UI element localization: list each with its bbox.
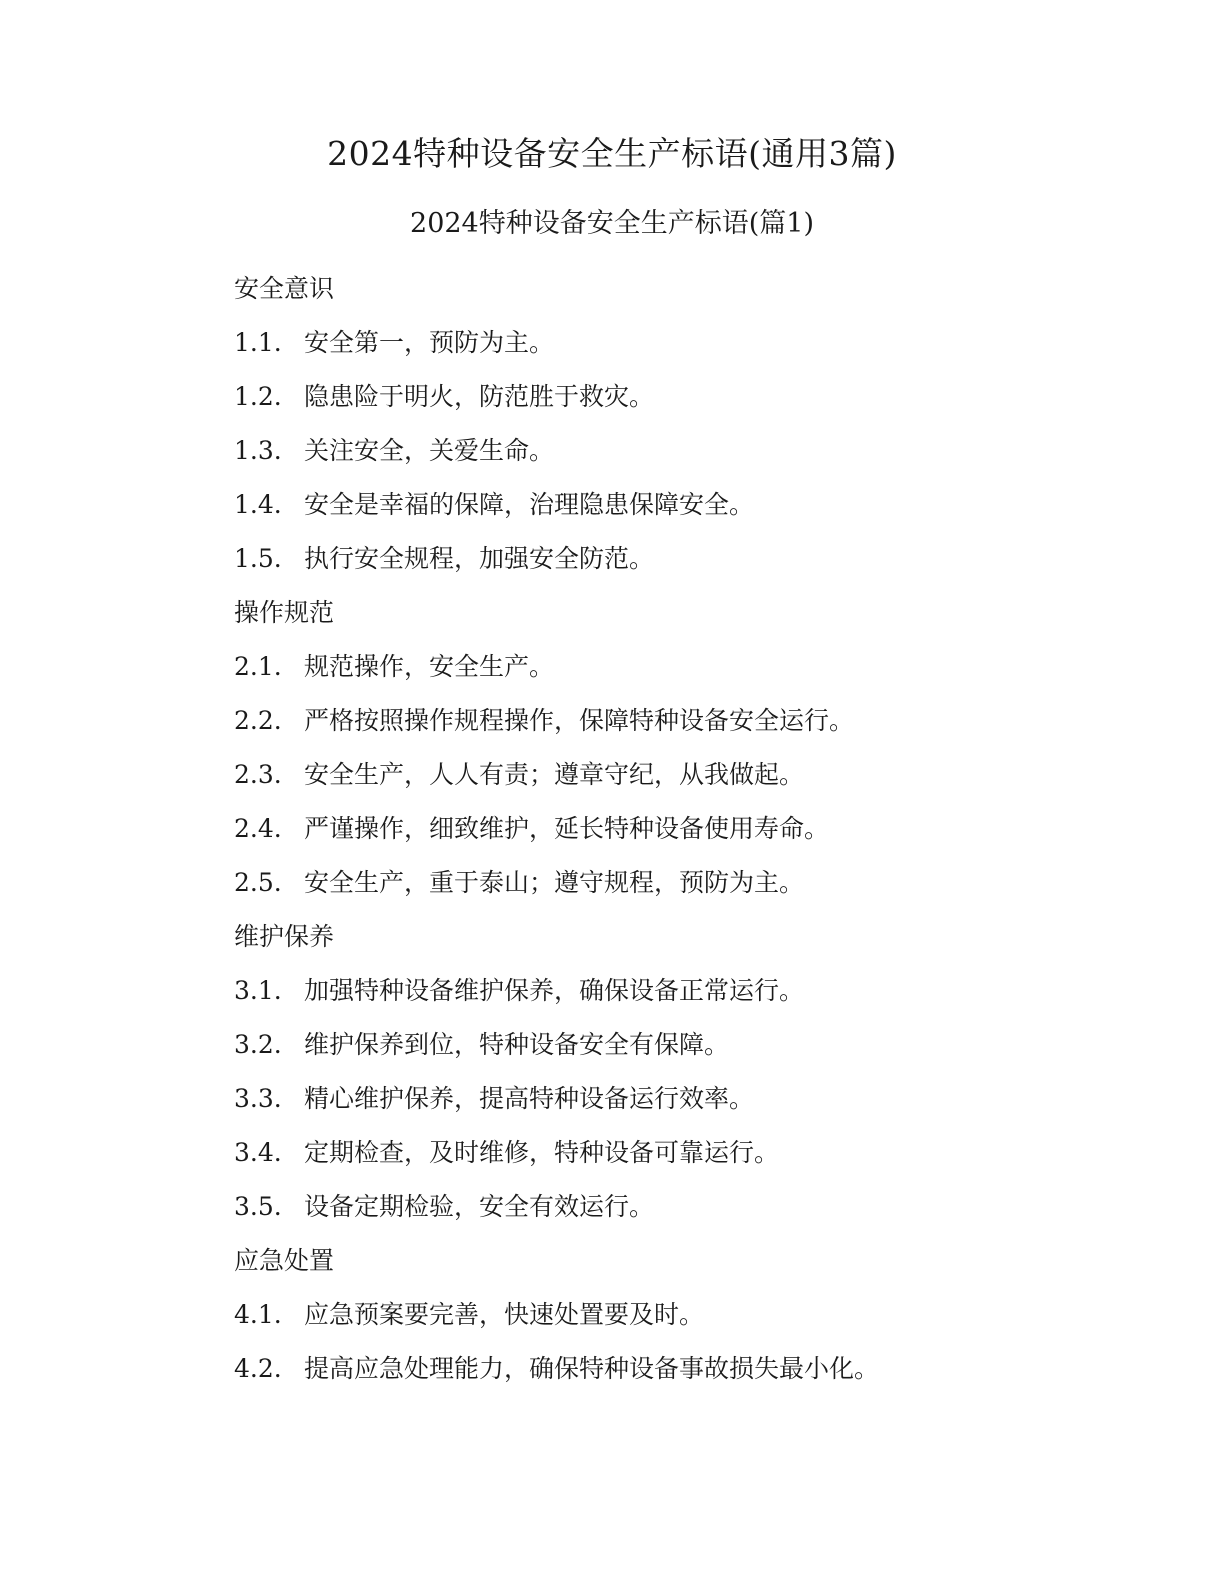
item-text: 应急预案要完善，快速处置要及时。 [304, 1300, 705, 1329]
item-number: 4.2. [234, 1354, 282, 1383]
list-item [234, 640, 1134, 694]
item-text: 安全生产，人人有责；遵章守纪，从我做起。 [304, 760, 805, 789]
item-number: 1.3. [234, 436, 282, 465]
document-title: 2024特种设备安全生产标语(通用3篇) [327, 134, 897, 173]
item-text: 加强特种设备维护保养，确保设备正常运行。 [304, 976, 805, 1005]
item-text: 定期检查，及时维修，特种设备可靠运行。 [304, 1138, 780, 1167]
list-item [234, 370, 1134, 424]
document-subtitle: 2024特种设备安全生产标语(篇1) [410, 208, 814, 239]
item-text: 安全第一，预防为主。 [304, 328, 555, 357]
section-heading: 操作规范 [234, 598, 335, 627]
item-number: 1.2. [234, 382, 282, 411]
section-heading: 安全意识 [234, 274, 335, 303]
item-number: 1.4. [234, 490, 282, 519]
list-item [234, 1018, 1134, 1072]
item-text: 严格按照操作规程操作，保障特种设备安全运行。 [304, 706, 855, 735]
item-number: 3.3. [234, 1084, 282, 1113]
list-item [234, 748, 1134, 802]
list-item [234, 1180, 1134, 1234]
list-item [234, 316, 1134, 370]
list-item [234, 694, 1134, 748]
list-item [234, 1072, 1134, 1126]
item-text: 隐患险于明火，防范胜于救灾。 [304, 382, 655, 411]
section-heading: 维护保养 [234, 922, 335, 951]
item-text: 执行安全规程，加强安全防范。 [304, 544, 655, 573]
section-heading: 应急处置 [234, 1246, 335, 1275]
item-text: 维护保养到位，特种设备安全有保障。 [304, 1030, 730, 1059]
item-text: 关注安全，关爱生命。 [304, 436, 555, 465]
list-item [234, 532, 1134, 586]
item-text: 提高应急处理能力，确保特种设备事故损失最小化。 [304, 1354, 880, 1383]
item-number: 3.1. [234, 976, 282, 1005]
list-item [234, 1342, 1134, 1396]
list-item [234, 802, 1134, 856]
document-body [234, 262, 1134, 1396]
item-number: 3.2. [234, 1030, 282, 1059]
list-item [234, 1126, 1134, 1180]
item-text: 安全是幸福的保障，治理隐患保障安全。 [304, 490, 755, 519]
item-number: 2.4. [234, 814, 282, 843]
item-number: 3.4. [234, 1138, 282, 1167]
item-number: 3.5. [234, 1192, 282, 1221]
item-text: 规范操作，安全生产。 [304, 652, 555, 681]
list-item [234, 856, 1134, 910]
item-number: 2.2. [234, 706, 282, 735]
item-text: 安全生产，重于泰山；遵守规程，预防为主。 [304, 868, 805, 897]
list-item [234, 424, 1134, 478]
item-number: 2.3. [234, 760, 282, 789]
list-item [234, 478, 1134, 532]
item-number: 4.1. [234, 1300, 282, 1329]
list-item [234, 1288, 1134, 1342]
item-text: 设备定期检验，安全有效运行。 [304, 1192, 655, 1221]
item-number: 2.1. [234, 652, 282, 681]
item-number: 1.1. [234, 328, 282, 357]
item-text: 严谨操作，细致维护，延长特种设备使用寿命。 [304, 814, 830, 843]
item-text: 精心维护保养，提高特种设备运行效率。 [304, 1084, 755, 1113]
item-number: 2.5. [234, 868, 282, 897]
item-number: 1.5. [234, 544, 282, 573]
list-item [234, 964, 1134, 1018]
